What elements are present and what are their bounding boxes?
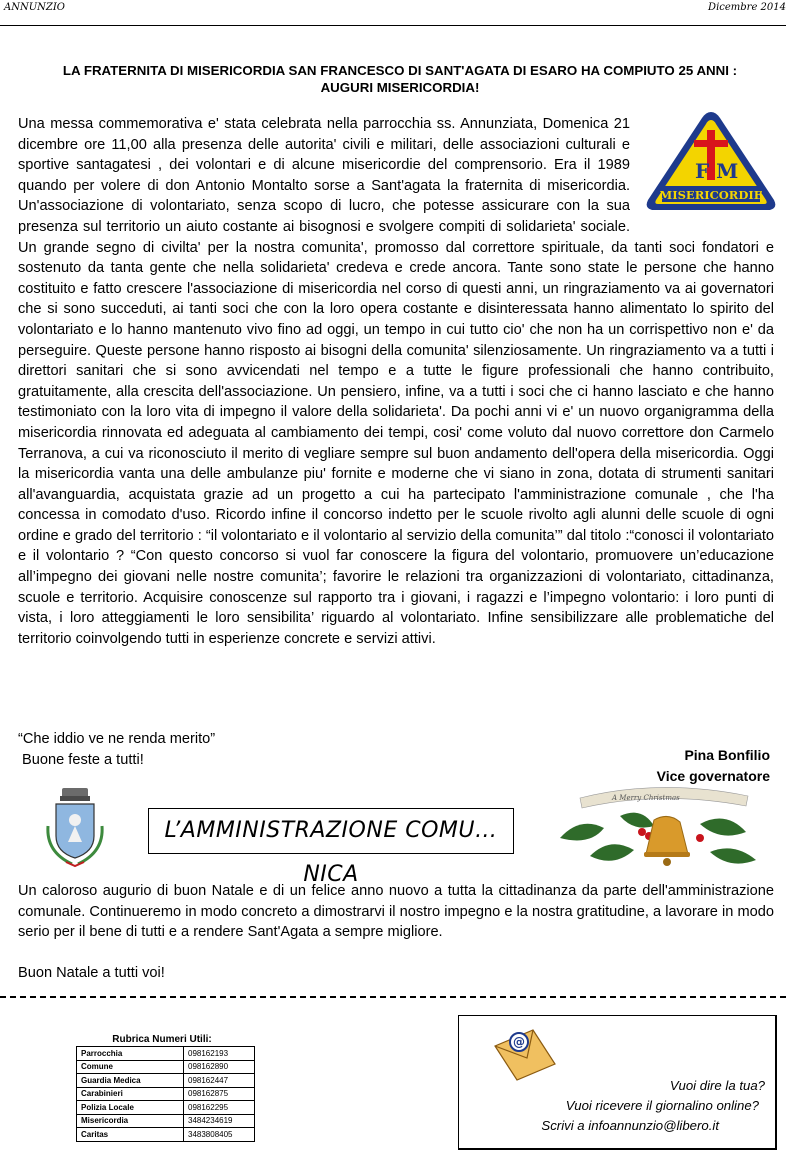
header-publication-name: ANNUNZIO xyxy=(4,2,65,13)
rubrica-title: Rubrica Numeri Utili: xyxy=(112,1034,212,1045)
rubrica-number: 098162890 xyxy=(184,1060,255,1074)
rubrica-number: 098162295 xyxy=(184,1101,255,1115)
bell-ribbon-text: A Merry Christmas xyxy=(612,794,680,802)
rubrica-number: 3483808405 xyxy=(184,1128,255,1142)
rubrica-name: Parrocchia xyxy=(77,1047,184,1061)
email-envelope-icon xyxy=(489,1024,561,1084)
municipal-crest-icon xyxy=(42,786,108,868)
section-divider xyxy=(0,996,786,998)
logo-letter-f: F M xyxy=(695,159,739,183)
table-row xyxy=(77,1114,255,1128)
admin-paragraph: Un caloroso augurio di buon Natale e di un felice anno nuovo a tutta la cittadinanza da parte dell'amministrazione comunale. Continueremo in modo concreto a dimostrarvi il nostro impegno e la nostra gratitudine, a lavorare in modo serio per il bene di tutti e a rendere Sant'Agata a sempre migliore. xyxy=(18,883,774,941)
table-row xyxy=(77,1128,255,1142)
article-body-text: Una messa commemorativa e' stata celebrata nella parrocchia ss. Annunziata, Domenica 21 dicembre ore 11,00 alla presenza delle autorita' civili e militari, delle associazioni culturali e sportive santagatesi , dei volontari e di alcune misericordie del comprensorio. Era il 1989 quando per volere di don Antonio Montalto sorse a Sant'agata la fraternita di misericordia. Un'associazione di volontariato, senza scopo di lucro, che potesse assicurare con la sua presenza sul territorio un aiuto costante ai bisognosi e svolgere compiti di solidarieta' sociale. Un grande segno di civilta' per la nostra comunita', promosso dal correttore spirituale, da tanti soci fondatori e sostenuto da tanta gente che nella solidarieta' credeva e crede ancora. Tante sono state le persone che hanno costituito e fatto crescere l'associazione di misericordia nel corso di questi anni, un ringraziamento va ai governatori che si sono succeduti, ai tanti soci che con la loro opera costante e disinteressata hanno alimentato lo spirito del volontariato e lo hanno mantenuto vivo fino ad oggi, un tempo in cui tutto cio' che non ha un corrispettivo non e' da perseguire. Queste persone hanno risposto ai bisogni della comunita' silenziosamente. Un ringraziamento va a tutti i direttori sanitari che si sono avvicendati nel tempo e a tutte le figure professionali che hanno contribuito, gratuitamente, alla crescita dell'associazione. Un pensiero, infine, va a tutti i soci che ci hanno lasciato e che hanno testimoniato con la loro vita di impegno il valore della solidarieta'. Da pochi anni vi e' un nuovo organigramma della misericordia rinnovata ed adeguata al cambiamento dei tempi, cosi' come voluto dal nuovo correttore don Carmelo Terranova, a cui va riconosciuto il merito di vegliare sempre sul buon andamento dell'opera della misericordia. Oggi la misericordia vanta una delle ambulanze piu' fornite e moderne che vi siano in zona, dotata di strumenti sanitari all'avanguardia, acquistata grazie ad un progetto a cui ha partecipato l'amministrazione comunale , che l'ha concessa in comodato d'uso. Ricordo infine il concorso indetto per le scuole rivolto agli alunni delle scuole di ogni ordine e grado del territorio : “il volontariato e il volontario al servizio della comunita’” dal titolo :“conosci il volontariato e il volontario ? “Con questo concorso si vuol far conoscere la figura del volontario, promuovere un’educazione all’impegno dei giovani nelle nostre comunita’; favorire le relazioni tra organizzazioni di volontariato, cittadinanza, scuole e territorio. Acquisire conoscenze sul rapporto tra i giovani, i ragazzi e l’impegno volontario: i loro punti di vista, i loro atteggiamenti le loro sensibilita’ riguardo al volontariato. Infine sensibilizzare alle problematiche del territorio coinvolgendo tutti in esperienze concrete e servizi attivi. xyxy=(18,116,774,647)
rubrica-name: Misericordia xyxy=(77,1114,184,1128)
rubrica-number: 098162447 xyxy=(184,1074,255,1088)
signature-role: Vice governatore xyxy=(656,768,770,784)
rubrica-name: Caritas xyxy=(77,1128,184,1142)
svg-text:@: @ xyxy=(513,1035,525,1049)
contact-email: Scrivi a infoannunzio@libero.it xyxy=(541,1118,719,1133)
contact-text xyxy=(541,1076,765,1136)
rubrica-name: Carabinieri xyxy=(77,1087,184,1101)
rubrica-table xyxy=(76,1046,255,1142)
article-closing xyxy=(18,729,215,770)
contact-line-2: Vuoi ricevere il giornalino online? xyxy=(565,1098,759,1113)
table-row xyxy=(77,1060,255,1074)
rubrica-number: 098162875 xyxy=(184,1087,255,1101)
closing-greeting: Buone feste a tutti! xyxy=(18,751,144,768)
rubrica-number: 3484234619 xyxy=(184,1114,255,1128)
signature-name: Pina Bonfilio xyxy=(684,747,770,763)
table-row xyxy=(77,1101,255,1115)
rubrica-name: Polizia Locale xyxy=(77,1101,184,1115)
logo-text: MISERICORDIE xyxy=(659,188,763,202)
admin-message xyxy=(18,881,774,983)
table-row xyxy=(77,1074,255,1088)
header-date: Dicembre 2014 xyxy=(708,2,786,13)
christmas-bell-icon xyxy=(550,776,770,876)
article-title-line1: LA FRATERNITA DI MISERICORDIA SAN FRANCESCO DI SANT'AGATA DI ESARO HA COMPIUTO 25 ANNI : xyxy=(62,63,738,78)
article-title-line2: AUGURI MISERICORDIA! xyxy=(320,80,480,95)
contact-line-1: Vuoi dire la tua? xyxy=(669,1078,765,1093)
rubrica-number: 098162193 xyxy=(184,1047,255,1061)
article-body xyxy=(18,114,774,649)
table-row xyxy=(77,1087,255,1101)
closing-quote: “Che iddio ve ne renda merito” xyxy=(18,731,216,747)
rubrica-name: Guardia Medica xyxy=(77,1074,184,1088)
article-title xyxy=(0,62,800,96)
rubrica-name: Comune xyxy=(77,1060,184,1074)
misericordie-logo xyxy=(640,108,782,218)
header-rule xyxy=(0,25,786,26)
contact-box xyxy=(458,1015,777,1150)
admin-closing: Buon Natale a tutti voi! xyxy=(18,964,165,981)
table-row xyxy=(77,1047,255,1061)
admin-banner: L’AMMINISTRAZIONE COMU…NICA xyxy=(148,808,514,854)
